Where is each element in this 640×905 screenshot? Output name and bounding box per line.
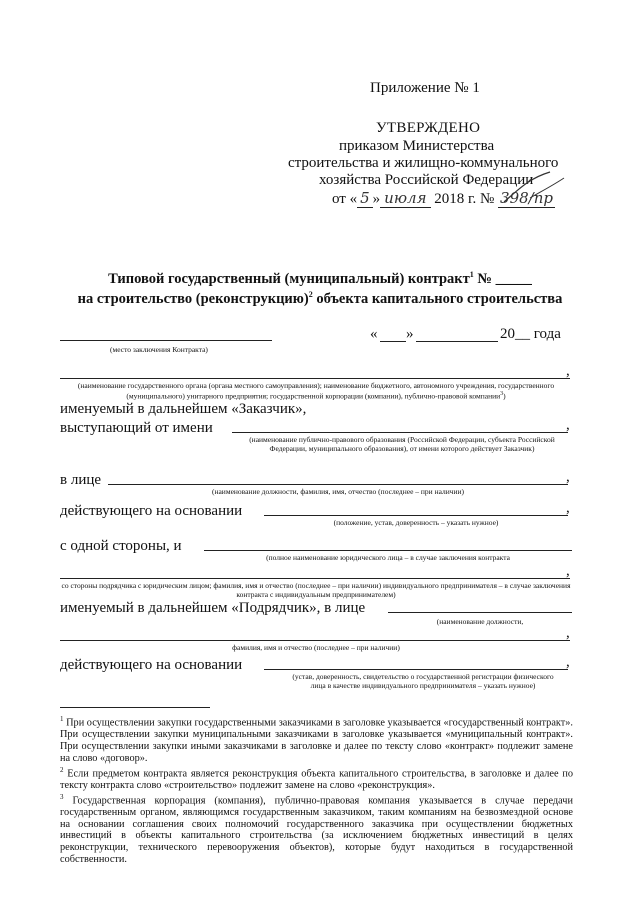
customer-caption: (наименование государственного органа (органа местного самоуправления); наименование бюджетного, автономного учреждения, государственного (муниципального) унитарного предприятия; государственной корпорации (компании), публично-правовой компании$^3$) <box>77 381 555 401</box>
date-mid: » <box>372 191 381 207</box>
customer-name-line[interactable] <box>60 378 570 379</box>
footnote-1: $^1$ При осуществлении закупки государственными заказчиками в заголовке указывается «государственный контракт». При осуществлении закупки муниципальными заказчиками в заголовке указывается «муниципальный контракт». При осуществлении закупки иными заказчиками в заголовке и далее по тексту слово «контракт» подлежит замене на слово «договор». <box>60 715 573 764</box>
fio-caption: фамилия, имя и отчество (последнее – при наличии) <box>232 643 400 652</box>
person-line[interactable] <box>108 484 568 485</box>
footnotes <box>60 714 573 866</box>
contractor-named: именуемый в дальнейшем «Подрядчик», в лице <box>60 600 366 616</box>
acting-on-behalf: выступающий от имени <box>60 420 213 436</box>
appendix-label: Приложение № 1 <box>370 80 480 96</box>
date-month-line[interactable] <box>416 341 498 342</box>
place-caption: (место заключения Контракта) <box>110 345 208 354</box>
contractor-basis-label: действующего на основании <box>60 657 243 673</box>
basis-line[interactable] <box>264 515 568 516</box>
date-month: июля <box>380 189 430 208</box>
date-close-quote: » <box>406 326 414 342</box>
contractor-name-line-1[interactable] <box>204 550 572 551</box>
comma: , <box>566 654 570 670</box>
date-day-line[interactable] <box>380 341 406 342</box>
place-line[interactable] <box>60 340 272 341</box>
title-footnote-1: 1 <box>469 270 474 279</box>
contractor-position-line[interactable] <box>388 612 572 613</box>
footnote-2: $^2$ Если предметом контракта является реконструкция объекта капитального строительства, в заголовке и далее по тексту контракта слово «строительство» подлежит замене на слово «реконструкция». <box>60 765 573 791</box>
date-number: 398/пр <box>500 189 553 207</box>
date-open-quote: « <box>370 326 378 342</box>
entity-caption: (наименование публично-правового образования (Российской Федерации, субъекта Российской Федерации, муниципального образования), от имени которого действует Заказчик) <box>249 435 555 453</box>
basis-caption: (положение, устав, доверенность – указать нужное) <box>333 518 499 527</box>
footnote-3: $^3$ Государственная корпорация (компания), публично-правовая компания указывается в случае передачи государственным органом, являющимся государственным заказчиком, таким компаниям на безвозмездной основе на основании соглашения своих полномочий государственного заказчика при осуществлении бюджетных инвестиций в объекты капитального строительства (за исключением бюджетных инвестиций в целях реконструкции, технического перевооружения объектов), которые будут находиться в государственной собственности. <box>60 792 573 866</box>
title-text-2b: объекта капитального строительства <box>316 290 563 307</box>
year-label: 20__ года <box>500 326 561 342</box>
signature-stroke <box>500 168 570 208</box>
comma: , <box>566 563 570 579</box>
one-side-label: с одной стороны, и <box>60 538 182 554</box>
in-person-label: в лице <box>60 472 102 488</box>
order-line-3: хозяйства Российской Федерации <box>319 172 534 188</box>
contractor-basis-caption: (устав, доверенность, свидетельство о государственной регистрации физического лица в качестве индивидуального предпринимателя – указать нужное) <box>292 672 554 690</box>
contractor-name-line-2[interactable] <box>60 578 570 579</box>
contract-title-line-2 <box>0 290 640 308</box>
date-day: 5 <box>357 189 373 208</box>
customer-named: именуемый в дальнейшем «Заказчик», <box>60 401 307 417</box>
title-footnote-2: 2 <box>308 290 313 299</box>
contractor-basis-line[interactable] <box>264 669 568 670</box>
one-side-caption: (полное наименование юридического лица – в случае заключения контракта <box>266 553 510 562</box>
person-caption: (наименование должности, фамилия, имя, отчество (последнее – при наличии) <box>211 487 465 496</box>
acting-basis-label: действующего на основании <box>60 503 243 519</box>
title-text-2a: на строительство (реконструкцию) <box>77 290 309 307</box>
order-line-2: строительства и жилищно-коммунального <box>288 155 559 171</box>
comma: , <box>566 469 570 485</box>
comma: , <box>566 417 570 433</box>
date-year: 2018 г. № <box>434 191 495 207</box>
contractor-caption: со стороны подрядчика с юридическим лицом; фамилия, имя и отчество (последнее – при наличии) индивидуального предпринимателя – в случае заключения контракта с индивидуальным предпринимателем) <box>61 581 571 599</box>
contract-number: № _____ <box>477 270 532 287</box>
contractor-fio-line[interactable] <box>60 640 570 641</box>
title-text-1: Типовой государственный (муниципальный) контракт <box>108 270 470 287</box>
comma: , <box>566 500 570 516</box>
comma: , <box>566 363 570 379</box>
date-prefix: от « <box>332 191 358 207</box>
entity-line[interactable] <box>232 432 568 433</box>
approved-label: УТВЕРЖДЕНО <box>376 120 481 136</box>
comma: , <box>566 625 570 641</box>
contract-title-line-1 <box>0 270 640 288</box>
position-caption: (наименование должности, <box>436 617 524 626</box>
order-line-1: приказом Министерства <box>339 138 495 154</box>
footnote-divider <box>60 707 210 708</box>
